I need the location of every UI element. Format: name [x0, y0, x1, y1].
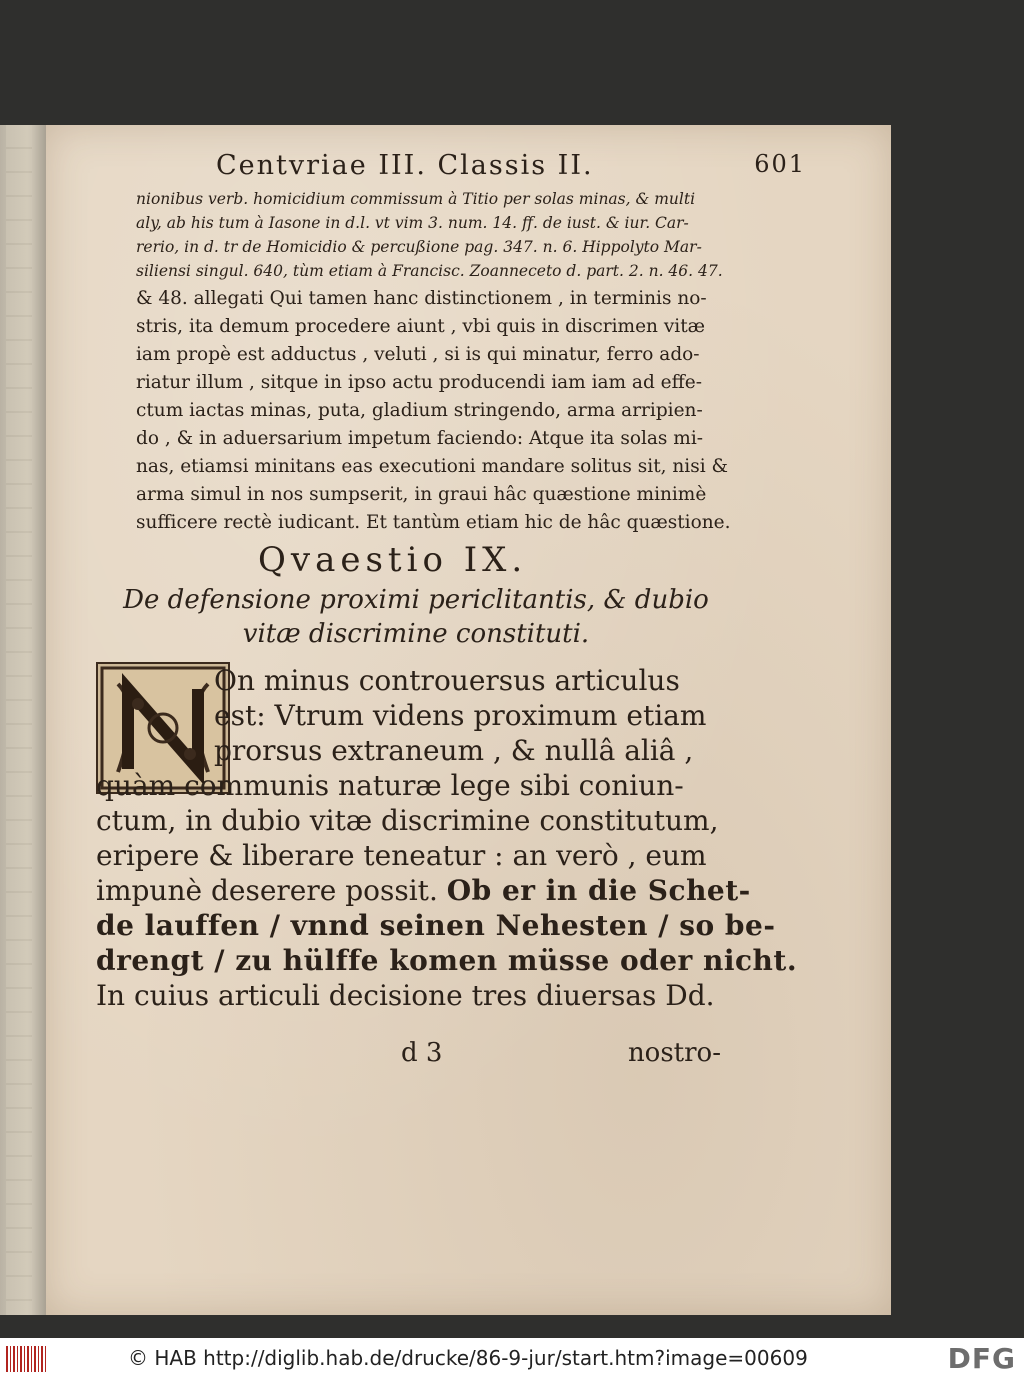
main-line-mixed	[96, 873, 756, 908]
body-line: iam propè est adductus , veluti , si is qui minatur, ferro ado-	[136, 344, 700, 365]
hab-barcode-icon	[6, 1346, 48, 1372]
main-line: est: Vtrum videns proximum etiam	[214, 699, 707, 732]
main-text-block	[96, 663, 798, 1013]
body-line: do , & in aduersarium impetum faciendo: Atque ita solas mi-	[136, 428, 703, 449]
dfg-logo: DFG	[947, 1342, 1016, 1375]
question-subtitle	[96, 583, 736, 651]
body-line: riatur illum , sitque in ipso actu producendi iam iam ad effe-	[136, 372, 702, 393]
running-header	[216, 150, 806, 190]
main-line: quàm communis naturæ lege sibi coniun-	[96, 769, 684, 802]
source-url-link[interactable]: © HAB http://diglib.hab.de/drucke/86-9-jur/start.htm?image=00609	[128, 1346, 808, 1370]
body-line: nas, etiamsi minitans eas executioni mandare solitus sit, nisi &	[136, 456, 728, 477]
body-line: ctum iactas minas, puta, gladium stringendo, arma arripien-	[136, 400, 703, 421]
main-line: ctum, in dubio vitæ discrimine constitutum,	[96, 804, 719, 837]
body-text-block	[136, 285, 736, 537]
main-line: eripere & liberare teneatur : an verò , eum	[96, 839, 707, 872]
viewer-footer-bar	[0, 1338, 1024, 1378]
fraktur-segment: Ob er in die Schet-	[446, 874, 751, 907]
page-edge-texture	[6, 125, 32, 1315]
header-title: Centvriae III. Classis II.	[216, 150, 594, 181]
subtitle-line: vitæ discrimine constituti.	[242, 619, 590, 649]
citation-line: nionibus verb. homicidium commissum à Titio per solas minas, & multi	[136, 190, 696, 208]
question-heading: Qvaestio IX.	[258, 540, 528, 580]
fraktur-line: de lauffen / vnnd seinen Nehesten / so be-	[96, 909, 776, 942]
catchword: nostro-	[627, 1038, 721, 1068]
body-line: stris, ita demum procedere aiunt , vbi quis in discrimen vitæ	[136, 316, 706, 337]
main-line: In cuius articuli decisione tres diuersas Dd.	[96, 979, 715, 1012]
page-number: 601	[754, 150, 806, 178]
body-line: arma simul in nos sumpserit, in graui hâc quæstione minimè	[136, 484, 707, 505]
citation-line: rerio, in d. tr de Homicidio & percußione pag. 347. n. 6. Hippolyto Mar-	[136, 238, 702, 256]
italic-citation-block	[136, 187, 736, 283]
body-line: sufficere rectè iudicant. Et tantùm etiam hic de hâc quæstione.	[136, 512, 731, 533]
book-page	[46, 125, 891, 1315]
subtitle-line: De defensione proximi periclitantis, & dubio	[123, 585, 709, 615]
latin-segment: impunè deserere possit.	[96, 874, 438, 907]
citation-line: aly, ab his tum à Iasone in d.l. vt vim 3. num. 14. ff. de iust. & iur. Car-	[136, 214, 689, 232]
main-line: On minus controuersus articulus	[214, 664, 680, 697]
signature-mark: d 3	[401, 1038, 443, 1068]
page-footer-marks	[401, 1038, 721, 1078]
adjacent-page-edge	[0, 125, 50, 1315]
fraktur-line: drengt / zu hülffe komen müsse oder nicht.	[96, 944, 798, 977]
citation-line: siliensi singul. 640, tùm etiam à Francisc. Zoanneceto d. part. 2. n. 46. 47.	[136, 262, 723, 280]
main-line: prorsus extraneum , & nullâ aliâ ,	[214, 734, 694, 767]
body-line: & 48. allegati Qui tamen hanc distinctionem , in terminis no-	[136, 288, 707, 309]
